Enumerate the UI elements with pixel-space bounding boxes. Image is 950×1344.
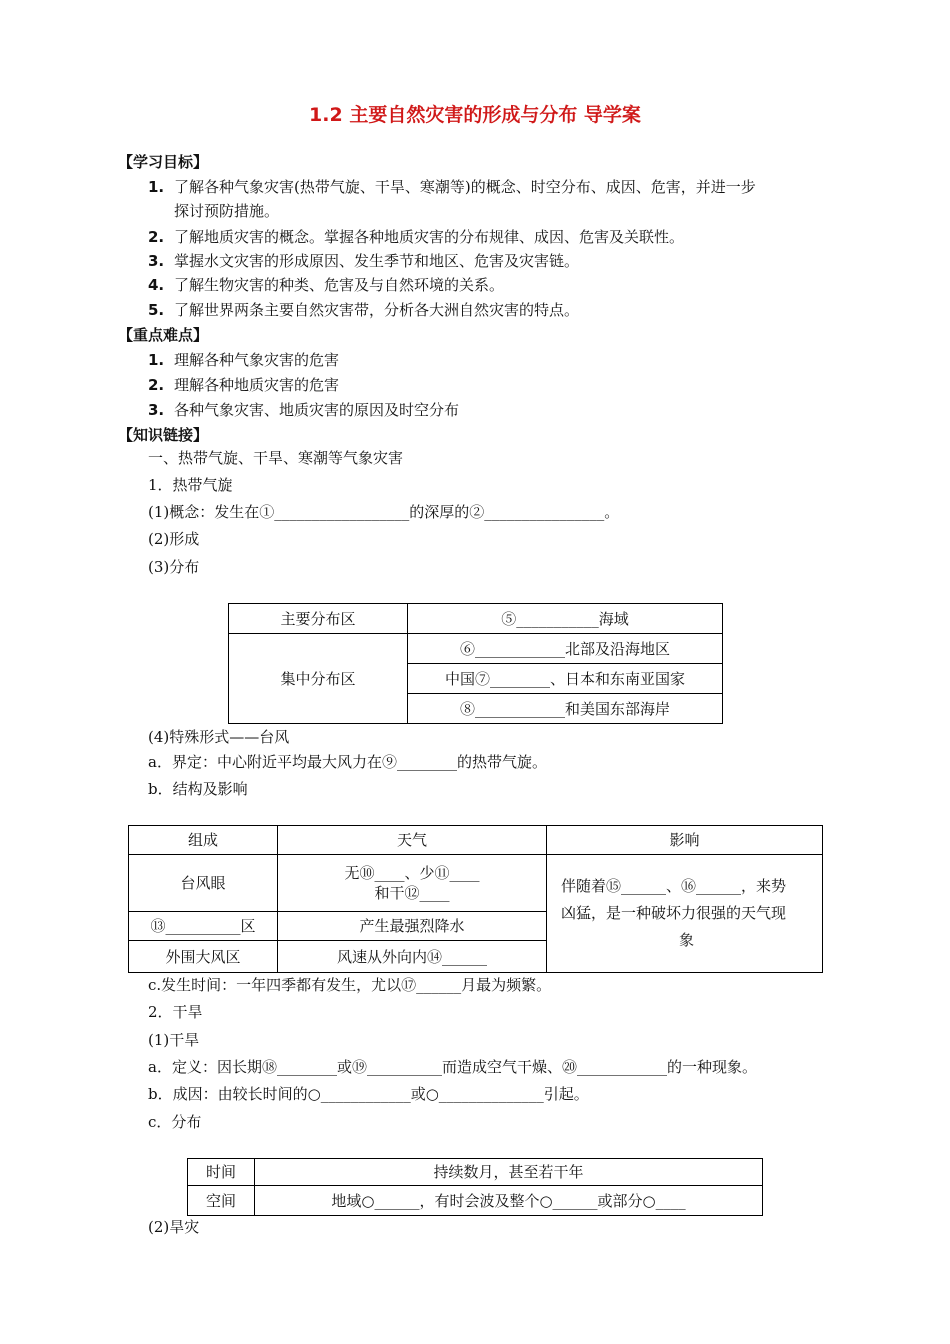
keypoint-number: 1. <box>148 351 165 369</box>
keypoint-item <box>148 400 459 420</box>
cell-line: 凶猛，是一种破坏力很强的天气现 <box>561 904 787 922</box>
cell-line: 无⑩____、少⑪____ <box>344 864 480 882</box>
table-cell <box>278 855 547 912</box>
keypoint-text: 理解各种气象灾害的危害 <box>174 351 340 369</box>
typhoon-structure-table <box>128 825 823 973</box>
table-cell: ⑥____________北部及沿海地区 <box>408 634 723 664</box>
table-cell: ⑧____________和美国东部海岸 <box>408 694 723 724</box>
keypoint-number: 2. <box>148 376 165 394</box>
table-cell <box>547 855 823 973</box>
subsection-heading: 2．干旱 <box>148 1003 203 1021</box>
table-cell: ⑬__________区 <box>129 912 278 941</box>
keypoint-item <box>148 375 339 395</box>
goal-text: 了解生物灾害的种类、危害及与自然环境的关系。 <box>174 276 505 294</box>
table-cell: 中国⑦________、日本和东南亚国家 <box>408 664 723 694</box>
goal-text-continued: 探讨预防措施。 <box>174 202 280 220</box>
goal-item <box>148 300 579 320</box>
item-distribution: (3)分布 <box>148 558 200 576</box>
table-header: 组成 <box>129 826 278 855</box>
goal-number: 1. <box>148 178 165 196</box>
item-drought: (1)干旱 <box>148 1031 200 1049</box>
table-cell: 风速从外向内⑭______ <box>278 941 547 973</box>
fill-line-drought-cause: b．成因：由较长时间的○____________或○______________引起。 <box>148 1085 589 1103</box>
page-title: 1.2 主要自然灾害的形成与分布 导学案 <box>309 104 641 126</box>
table-cell: 持续数月，甚至若干年 <box>255 1159 763 1186</box>
fill-line-drought-definition: a．定义：因长期⑱________或⑲__________而造成空气干燥、⑳____________的一种现象。 <box>148 1058 757 1076</box>
section-heading: 一、热带气旋、干旱、寒潮等气象灾害 <box>148 449 404 467</box>
goal-number: 4. <box>148 276 165 294</box>
table-cell: 地域○______，有时会波及整个○______或部分○____ <box>255 1186 763 1216</box>
goal-item <box>148 275 504 295</box>
knowledge-heading: 【知识链接】 <box>118 426 209 444</box>
goal-text: 掌握水文灾害的形成原因、发生季节和地区、危害及灾害链。 <box>174 252 580 270</box>
cell-line: 象 <box>678 931 694 949</box>
table-cell: 主要分布区 <box>229 604 408 634</box>
table-cell: 空间 <box>188 1186 255 1216</box>
cell-line: 伴随着⑮______、⑯______，来势 <box>561 877 787 895</box>
table-cell: 时间 <box>188 1159 255 1186</box>
goal-text: 了解世界两条主要自然灾害带，分析各大洲自然灾害的特点。 <box>174 301 580 319</box>
keypoint-item <box>148 350 339 370</box>
subsection-heading: 1．热带气旋 <box>148 476 233 494</box>
fill-line-definition: a．界定：中心附近平均最大风力在⑨________的热带气旋。 <box>148 753 547 771</box>
keypoints-heading: 【重点难点】 <box>118 326 209 344</box>
goal-item <box>148 177 756 197</box>
keypoint-text: 各种气象灾害、地质灾害的原因及时空分布 <box>174 401 460 419</box>
goal-item <box>148 251 579 271</box>
keypoint-number: 3. <box>148 401 165 419</box>
goal-text: 了解各种气象灾害(热带气旋、干旱、寒潮等)的概念、时空分布、成因、危害，并进一步 <box>174 178 756 196</box>
goal-number: 3. <box>148 252 165 270</box>
table-cell: 集中分布区 <box>229 634 408 724</box>
table-cell: 产生最强烈降水 <box>278 912 547 941</box>
distribution-table <box>228 603 723 724</box>
goal-number: 2. <box>148 228 165 246</box>
table-cell: 外围大风区 <box>129 941 278 973</box>
fill-line-concept: (1)概念：发生在①__________________的深厚的②________________。 <box>148 503 620 521</box>
table-cell: ⑤___________海域 <box>408 604 723 634</box>
item-typhoon: (4)特殊形式——台风 <box>148 728 290 746</box>
goal-item <box>148 227 684 247</box>
goal-text: 了解地质灾害的概念。掌握各种地质灾害的分布规律、成因、危害及关联性。 <box>174 228 685 246</box>
item-formation: (2)形成 <box>148 530 200 548</box>
drought-distribution-table <box>187 1158 763 1216</box>
goal-number: 5. <box>148 301 165 319</box>
table-header: 天气 <box>278 826 547 855</box>
goals-heading: 【学习目标】 <box>118 153 209 171</box>
cell-line: 和干⑫____ <box>374 884 450 902</box>
fill-line-time: c.发生时间：一年四季都有发生，尤以⑰______月最为频繁。 <box>148 976 552 994</box>
keypoint-text: 理解各种地质灾害的危害 <box>174 376 340 394</box>
table-cell: 台风眼 <box>129 855 278 912</box>
item-structure: b．结构及影响 <box>148 780 248 798</box>
table-header: 影响 <box>547 826 823 855</box>
item-drought-disaster: (2)旱灾 <box>148 1218 200 1236</box>
item-drought-distribution: c．分布 <box>148 1113 202 1131</box>
